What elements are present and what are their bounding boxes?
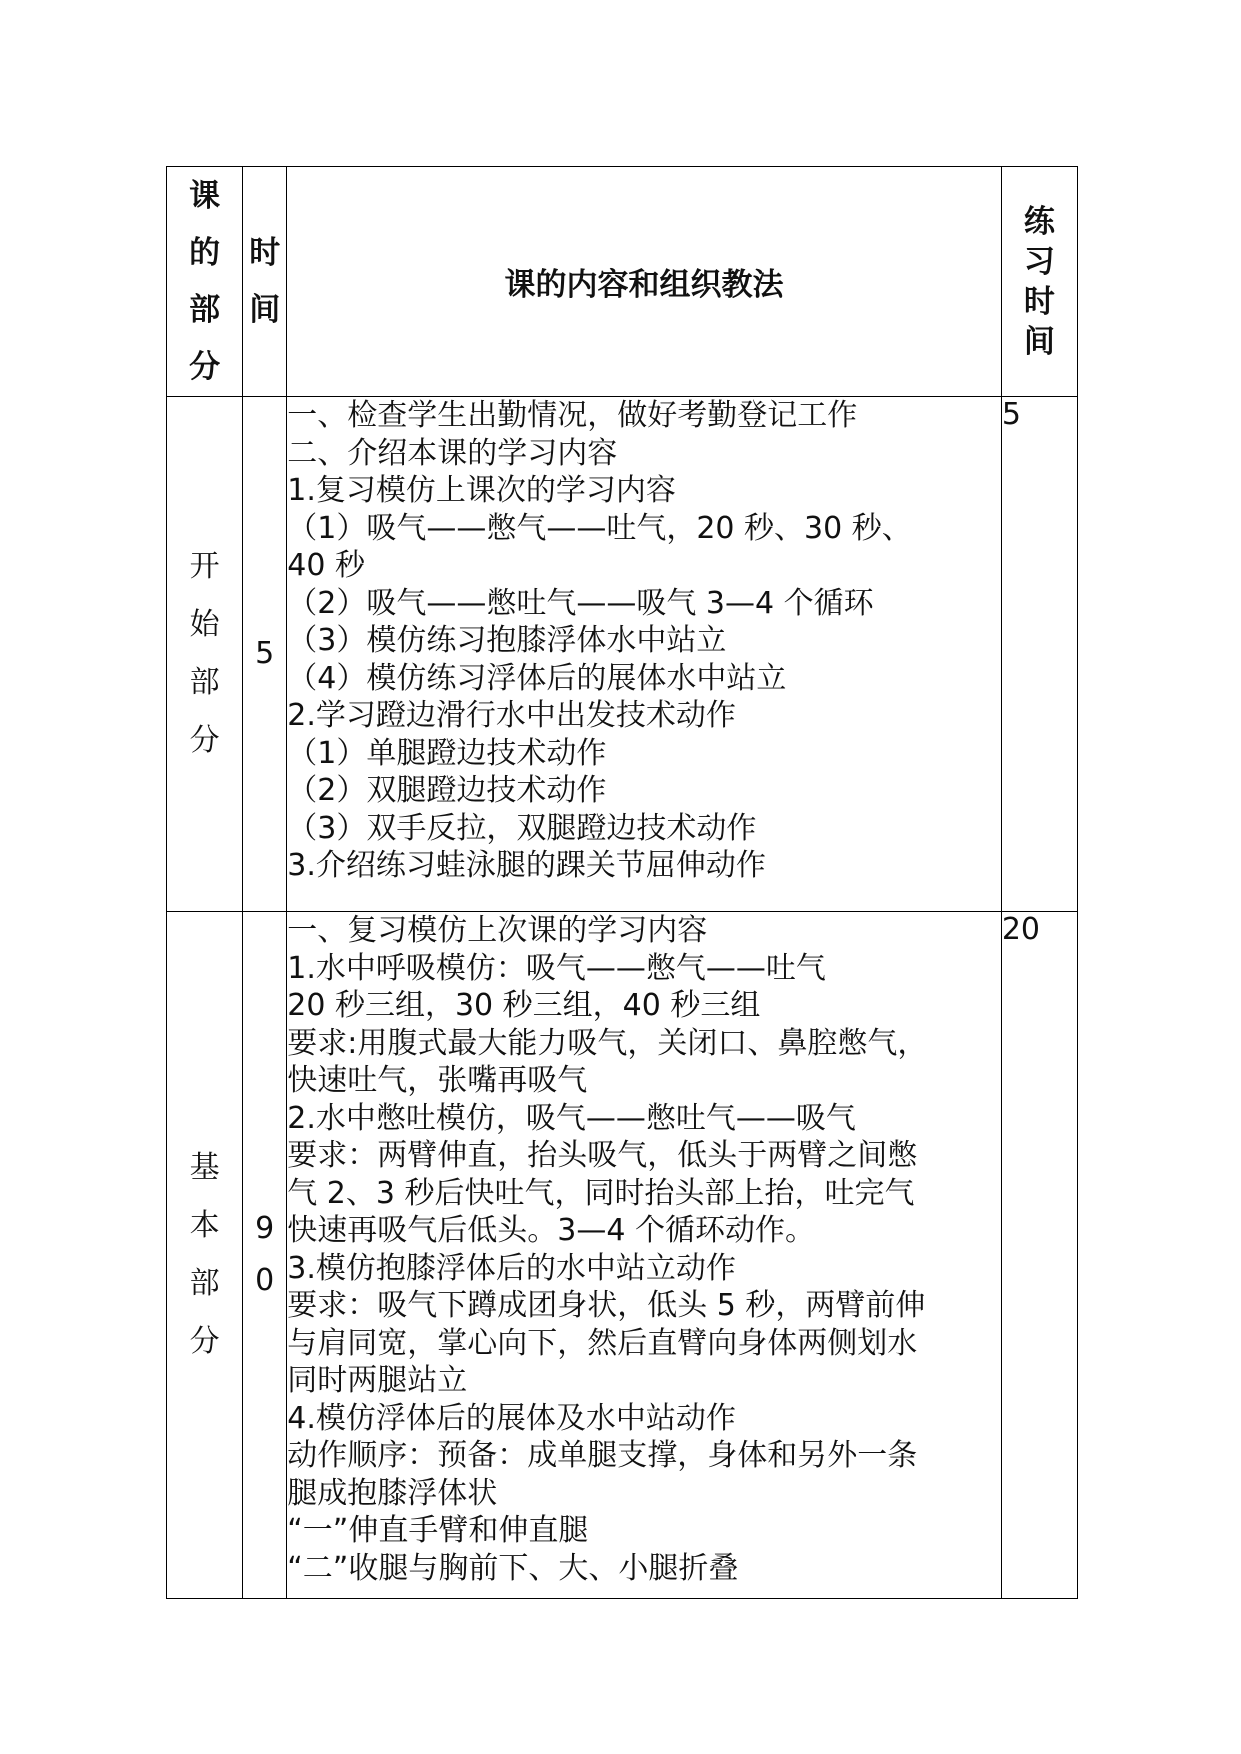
header-time-char: 时 [249,234,281,271]
section-label-char: 开 [189,549,220,584]
header-content-title: 课的内容和组织教法 [287,167,1002,397]
content-line: 一、检查学生出勤情况，做好考勤登记工作 [287,398,858,433]
section-cell [167,397,243,912]
content-line: （4）模仿练习浮体后的展体水中站立 [287,660,787,696]
content-line: 要求：吸气下蹲成团身状，低头 5 秒，两臂前伸 [287,1288,926,1323]
header-time-cell [243,167,287,397]
header-section-cell [167,167,243,397]
header-practice-char: 时 [1023,283,1055,320]
section-label-char: 分 [189,723,220,758]
header-section-char: 分 [189,348,221,385]
content-line: 1.复习模仿上课次的学习内容 [287,473,676,508]
section-label-char: 部 [189,665,220,700]
content-line: 要求:用腹式最大能力吸气，关闭口、鼻腔憋气， [287,1025,928,1061]
section-label-char: 分 [189,1324,220,1359]
table-row-basic [167,912,1078,1599]
content-line: 快速再吸气后低头。3—4 个循环动作。 [287,1213,815,1248]
content-line: （1）单腿蹬边技术动作 [287,735,607,771]
header-section-char: 部 [189,291,221,328]
header-section-char: 课 [189,177,221,214]
section-label-char: 始 [189,607,220,642]
content-line: 3.模仿抱膝浮体后的水中站立动作 [287,1250,736,1286]
content-line: （2）双腿蹬边技术动作 [287,773,607,808]
lesson-plan-table [166,166,1078,1599]
header-row [167,167,1078,397]
content-line: 3.介绍练习蛙泳腿的踝关节屈伸动作 [287,848,766,883]
content-line: 同时两腿站立 [287,1363,468,1398]
header-practice-time-cell [1001,167,1077,397]
time-value-char: 0 [255,1263,275,1298]
content-line: （2）吸气——憋吐气——吸气 3—4 个循环 [287,585,874,621]
content-line: （3）双手反拉，双腿蹬边技术动作 [287,810,757,846]
time-value-char: 5 [255,636,275,671]
section-label-char: 本 [189,1208,220,1243]
content-line: 40 秒 [287,548,365,583]
header-practice-char: 间 [1023,323,1055,360]
content-line: “一”伸直手臂和伸直腿 [287,1513,589,1548]
header-time-char: 间 [249,291,281,328]
time-cell [243,912,287,1599]
practice-time-cell: 5 [1001,397,1077,912]
content-line: 气 2、3 秒后快吐气，同时抬头部上抬，吐完气 [287,1175,915,1211]
content-line: 4.模仿浮体后的展体及水中站动作 [287,1400,736,1436]
content-line: （1）吸气——憋气——吐气，20 秒、30 秒、 [287,510,912,546]
content-line: （3）模仿练习抱膝浮体水中站立 [287,623,727,658]
content-line: “二”收腿与胸前下、大、小腿折叠 [287,1550,739,1586]
content-line: 与肩同宽，掌心向下，然后直臂向身体两侧划水 [287,1325,918,1361]
content-line: 2.水中憋吐模仿，吸气——憋吐气——吸气 [287,1100,856,1136]
content-line: 要求：两臂伸直，抬头吸气，低头于两臂之间憋 [287,1138,918,1173]
time-value-char: 9 [255,1211,275,1246]
content-line: 快速吐气，张嘴再吸气 [287,1063,588,1098]
section-label-char: 部 [189,1266,220,1301]
content-cell [287,397,1002,912]
content-line: 20 秒三组，30 秒三组，40 秒三组 [287,988,761,1023]
header-practice-char: 练 [1023,203,1055,240]
time-cell [243,397,287,912]
content-line: 2.学习蹬边滑行水中出发技术动作 [287,698,736,733]
content-cell [287,912,1002,1599]
header-section-char: 的 [189,234,221,271]
header-practice-char: 习 [1023,243,1055,280]
content-line: 动作顺序：预备：成单腿支撑，身体和另外一条 [287,1438,918,1473]
practice-time-cell: 20 [1001,912,1077,1599]
content-line: 1.水中呼吸模仿：吸气——憋气——吐气 [287,950,826,986]
table-row-start [167,397,1078,912]
content-line: 腿成抱膝浮体状 [287,1475,498,1511]
content-line: 一、复习模仿上次课的学习内容 [287,913,708,948]
section-cell [167,912,243,1599]
content-line: 二、介绍本课的学习内容 [287,435,618,471]
section-label-char: 基 [189,1150,220,1185]
